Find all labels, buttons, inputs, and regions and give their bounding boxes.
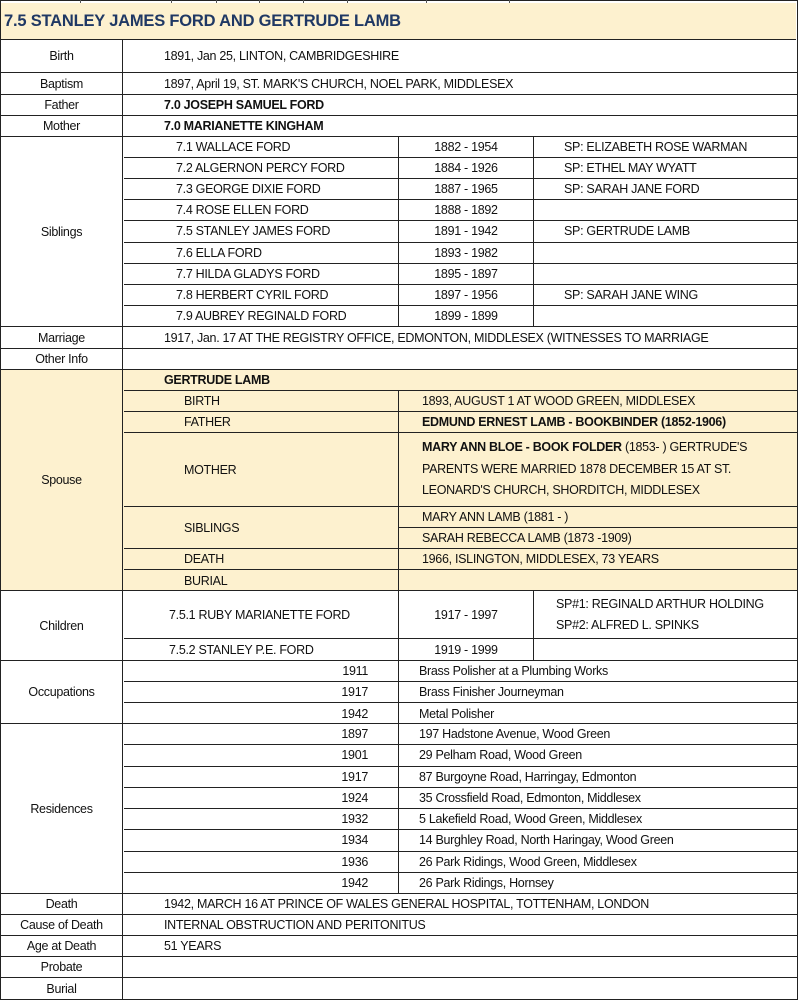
birth-label: Birth bbox=[1, 40, 123, 72]
occupation-row bbox=[124, 682, 797, 703]
father-label: Father bbox=[1, 95, 123, 115]
sibling-name: 7.4 ROSE ELLEN FORD bbox=[176, 203, 309, 218]
occupations-value: Metal Polisher bbox=[398, 703, 797, 724]
sibling-name: 7.1 WALLACE FORD bbox=[176, 140, 291, 155]
residence-row bbox=[124, 852, 797, 873]
residences-year: 1934 bbox=[341, 833, 368, 848]
spouse-mother-note-3: LEONARD'S CHURCH, SHORDITCH, MIDDLESEX bbox=[422, 483, 700, 498]
sibling-row bbox=[124, 158, 797, 179]
residences-value: 26 Park Ridings, Hornsey bbox=[398, 873, 797, 894]
sibling-row bbox=[124, 179, 797, 200]
occupations-value: Brass Finisher Journeyman bbox=[398, 682, 797, 702]
marriage-value: 1917, Jan. 17 AT THE REGISTRY OFFICE, EDMONTON, MIDDLESEX (WITNESSES TO MARRIAGE bbox=[164, 330, 709, 345]
residences-year: 1936 bbox=[341, 854, 368, 869]
baptism-label: Baptism bbox=[1, 73, 123, 94]
residences-value: 87 Burgoyne Road, Harringay, Edmonton bbox=[398, 767, 797, 787]
spouse-name: GERTRUDE LAMB bbox=[164, 373, 270, 387]
residences-label: Residences bbox=[1, 724, 123, 893]
other-info-row bbox=[1, 349, 797, 370]
spouse-father-row bbox=[124, 412, 797, 433]
birth-value: 1891, Jan 25, LINTON, CAMBRIDGESHIRE bbox=[164, 49, 399, 63]
children-section bbox=[1, 591, 797, 661]
sibling-spouse bbox=[533, 306, 797, 327]
other-info-value bbox=[124, 349, 797, 369]
father-row bbox=[1, 95, 797, 116]
marriage-label: Marriage bbox=[1, 327, 123, 348]
residences-value: 5 Lakefield Road, Wood Green, Middlesex bbox=[398, 809, 797, 829]
residences-year: 1901 bbox=[341, 748, 368, 763]
sibling-name: 7.9 AUBREY REGINALD FORD bbox=[176, 309, 347, 324]
death-row bbox=[1, 894, 797, 915]
child-spouse-2: SP#2: ALFRED L. SPINKS bbox=[556, 617, 699, 632]
occupations-year: 1917 bbox=[341, 685, 368, 699]
sibling-name: 7.8 HERBERT CYRIL FORD bbox=[176, 287, 329, 302]
age-at-death-row bbox=[1, 936, 797, 957]
sibling-spouse: SP: SARAH JANE WING bbox=[533, 285, 797, 305]
sibling-years: 1895 - 1897 bbox=[398, 264, 533, 284]
spouse-burial-value bbox=[398, 570, 422, 591]
spouse-father-value: EDMUND ERNEST LAMB - BOOKBINDER (1852-1906) bbox=[398, 412, 726, 432]
spouse-mother-row bbox=[124, 433, 797, 507]
children-label: Children bbox=[1, 591, 123, 660]
spouse-mother-label: MOTHER bbox=[184, 462, 237, 477]
sibling-spouse: SP: SARAH JANE FORD bbox=[533, 179, 797, 199]
sibling-name: 7.3 GEORGE DIXIE FORD bbox=[176, 182, 321, 197]
sibling-years: 1899 - 1899 bbox=[398, 306, 533, 327]
probate-row bbox=[1, 957, 797, 978]
sibling-row bbox=[124, 137, 797, 158]
death-value: 1942, MARCH 16 AT PRINCE OF WALES GENERAL HOSPITAL, TOTTENHAM, LONDON bbox=[164, 897, 649, 911]
occupations-value: Brass Polisher at a Plumbing Works bbox=[398, 661, 797, 681]
occupations-section bbox=[1, 661, 797, 724]
spouse-siblings-row bbox=[124, 507, 797, 549]
residences-year: 1917 bbox=[341, 769, 368, 784]
sibling-name: 7.5 STANLEY JAMES FORD bbox=[176, 224, 331, 239]
spouse-father-label: FATHER bbox=[184, 415, 231, 429]
child-years: 1919 - 1999 bbox=[398, 639, 533, 661]
sibling-spouse bbox=[533, 264, 797, 284]
residences-value: 29 Pelham Road, Wood Green bbox=[398, 745, 797, 765]
spouse-birth-label: BIRTH bbox=[184, 394, 220, 408]
sibling-years: 1897 - 1956 bbox=[398, 285, 533, 305]
sibling-years: 1884 - 1926 bbox=[398, 158, 533, 178]
sibling-spouse: SP: GERTRUDE LAMB bbox=[533, 221, 797, 241]
marriage-row bbox=[1, 327, 797, 349]
spouse-section bbox=[1, 370, 797, 591]
death-label: Death bbox=[1, 894, 123, 914]
sibling-row bbox=[124, 285, 797, 306]
baptism-row bbox=[1, 73, 797, 95]
sibling-years: 1887 - 1965 bbox=[398, 179, 533, 199]
sibling-name: 7.2 ALGERNON PERCY FORD bbox=[176, 161, 345, 176]
sibling-row bbox=[124, 200, 797, 221]
sibling-years: 1882 - 1954 bbox=[398, 137, 533, 157]
child-row bbox=[124, 639, 797, 661]
child-name: 7.5.1 RUBY MARIANETTE FORD bbox=[169, 607, 350, 622]
mother-label: Mother bbox=[1, 116, 123, 136]
spouse-siblings-label: SIBLINGS bbox=[184, 520, 240, 535]
child-spouse-1: SP#1: REGINALD ARTHUR HOLDING bbox=[556, 596, 764, 611]
spouse-birth-value: 1893, AUGUST 1 AT WOOD GREEN, MIDDLESEX bbox=[398, 391, 695, 411]
child-years: 1917 - 1997 bbox=[398, 591, 533, 638]
cause-of-death-label: Cause of Death bbox=[1, 915, 123, 935]
age-at-death-value: 51 YEARS bbox=[164, 939, 222, 953]
residence-row bbox=[124, 788, 797, 809]
spouse-mother-note-1: (1853- ) GERTRUDE'S bbox=[621, 440, 748, 455]
spouse-burial-row bbox=[124, 570, 797, 591]
sibling-spouse bbox=[533, 200, 797, 220]
age-at-death-label: Age at Death bbox=[1, 936, 123, 956]
probate-value bbox=[124, 957, 797, 977]
baptism-value: 1897, April 19, ST. MARK'S CHURCH, NOEL PARK, MIDDLESEX bbox=[164, 76, 514, 91]
residence-row bbox=[124, 809, 797, 830]
burial-row bbox=[1, 978, 797, 999]
sibling-row bbox=[124, 243, 797, 264]
burial-label: Burial bbox=[1, 978, 123, 999]
spouse-label: Spouse bbox=[1, 370, 123, 590]
birth-row bbox=[1, 40, 797, 73]
cause-of-death-value: INTERNAL OBSTRUCTION AND PERITONITUS bbox=[164, 918, 426, 932]
residences-year: 1942 bbox=[341, 876, 368, 891]
occupations-year: 1942 bbox=[341, 706, 368, 721]
spouse-death-value: 1966, ISLINGTON, MIDDLESEX, 73 YEARS bbox=[398, 549, 659, 569]
spouse-death-label: DEATH bbox=[184, 552, 224, 566]
spouse-sibling-item: SARAH REBECCA LAMB (1873 -1909) bbox=[398, 528, 797, 548]
residence-row bbox=[124, 873, 797, 894]
residence-row bbox=[124, 767, 797, 788]
cause-of-death-row bbox=[1, 915, 797, 936]
spouse-death-row bbox=[124, 549, 797, 570]
sibling-row bbox=[124, 306, 797, 327]
residences-value: 197 Hadstone Avenue, Wood Green bbox=[398, 724, 797, 744]
spouse-burial-label: BURIAL bbox=[184, 573, 228, 588]
residence-row bbox=[124, 830, 797, 851]
spouse-birth-row bbox=[124, 391, 797, 412]
residences-section bbox=[1, 724, 797, 894]
page-title: 7.5 STANLEY JAMES FORD AND GERTRUDE LAMB bbox=[1, 3, 796, 40]
sibling-years: 1888 - 1892 bbox=[398, 200, 533, 220]
sibling-row bbox=[124, 221, 797, 242]
sibling-spouse: SP: ETHEL MAY WYATT bbox=[533, 158, 797, 178]
other-info-label: Other Info bbox=[1, 349, 123, 369]
occupations-year: 1911 bbox=[342, 664, 368, 678]
mother-row bbox=[1, 116, 797, 137]
residences-value: 26 Park Ridings, Wood Green, Middlesex bbox=[398, 852, 797, 872]
child-name: 7.5.2 STANLEY P.E. FORD bbox=[169, 643, 314, 657]
child-row bbox=[124, 591, 797, 639]
burial-value bbox=[124, 978, 797, 999]
sibling-name: 7.6 ELLA FORD bbox=[176, 245, 262, 260]
residences-year: 1932 bbox=[341, 812, 368, 827]
child-spouses bbox=[533, 639, 797, 661]
sibling-spouse bbox=[533, 243, 797, 263]
sibling-years: 1893 - 1982 bbox=[398, 243, 533, 263]
siblings-section bbox=[1, 137, 797, 327]
residence-row bbox=[124, 724, 797, 745]
occupation-row bbox=[124, 703, 797, 724]
father-value: 7.0 JOSEPH SAMUEL FORD bbox=[164, 98, 324, 112]
child-spouses bbox=[533, 591, 797, 638]
sibling-years: 1891 - 1942 bbox=[398, 221, 533, 241]
residence-row bbox=[124, 745, 797, 766]
spouse-mother-name: MARY ANN BLOE - BOOK FOLDER bbox=[422, 440, 622, 455]
siblings-label: Siblings bbox=[1, 137, 123, 326]
occupation-row bbox=[124, 661, 797, 682]
spouse-mother-value bbox=[398, 433, 747, 506]
residences-value: 35 Crossfield Road, Edmonton, Middlesex bbox=[398, 788, 797, 808]
sibling-row bbox=[124, 264, 797, 285]
occupations-label: Occupations bbox=[1, 661, 123, 723]
residences-year: 1924 bbox=[341, 790, 368, 805]
residences-year: 1897 bbox=[341, 727, 368, 742]
spouse-sibling-item: MARY ANN LAMB (1881 - ) bbox=[398, 507, 797, 528]
residences-value: 14 Burghley Road, North Haringay, Wood Green bbox=[398, 830, 797, 850]
probate-label: Probate bbox=[1, 957, 123, 977]
sibling-spouse: SP: ELIZABETH ROSE WARMAN bbox=[533, 137, 797, 157]
spouse-name-row bbox=[124, 370, 797, 391]
sibling-name: 7.7 HILDA GLADYS FORD bbox=[176, 266, 320, 281]
spouse-mother-note-2: PARENTS WERE MARRIED 1878 DECEMBER 15 AT ST. bbox=[422, 461, 732, 476]
mother-value: 7.0 MARIANETTE KINGHAM bbox=[164, 119, 324, 133]
